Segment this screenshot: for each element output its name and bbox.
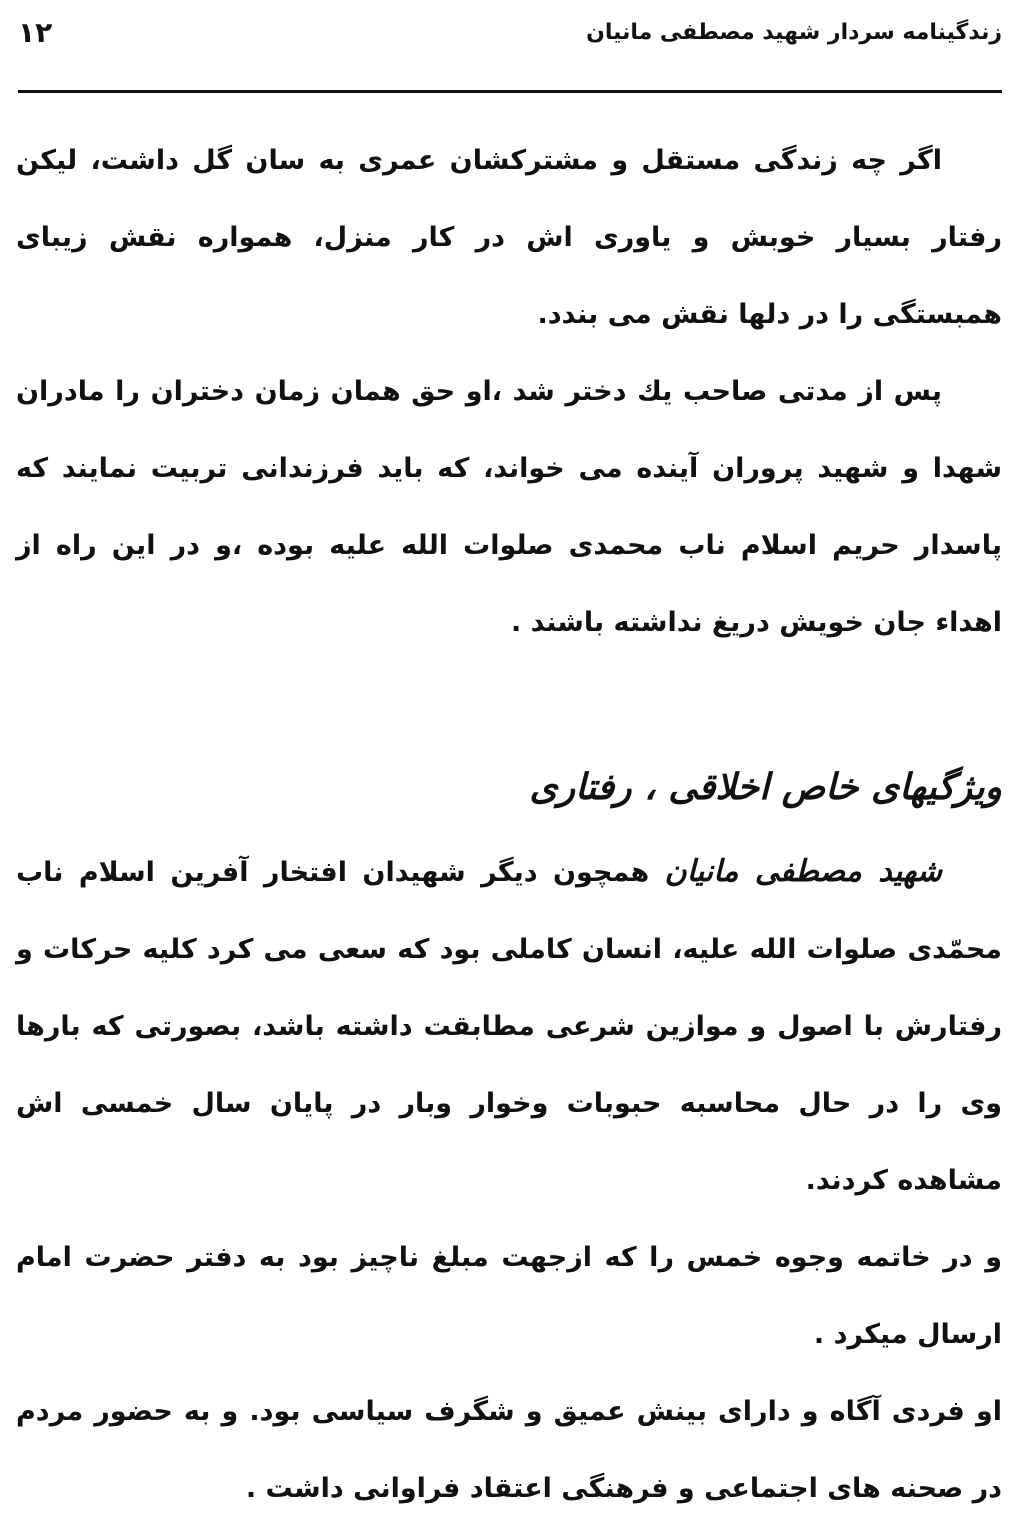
martyr-name: شهید مصطفی مانیان bbox=[664, 854, 943, 889]
paragraph: و در خاتمه وجوه خمس را که ازجهت مبلغ ناچیز بود به دفتر حضرت امام ارسال میکرد . bbox=[16, 1242, 1002, 1350]
section-heading: ویژگیهای خاص اخلاقی ، رفتاری bbox=[529, 766, 1002, 808]
paragraph: او فردی آگاه و دارای بینش عمیق و شگرف سیاسی بود. و به حضور مردم در صحنه های اجتماعی و فرهنگی اعتقاد فراوانی داشت . bbox=[16, 1396, 1002, 1504]
paragraph-body: همچون دیگر شهیدان افتخار آفرین اسلام ناب محمّدی صلوات الله علیه، انسان کاملی بود که سعی می کرد کلیه حرکات و رفتارش با اصول و موازین شرعی مطابقت داشته باشد، بصورتی که بارها وی را در حال محاسبه حبوبات وخوار وبار در پایان سال خمسی اش مشاهده کردند. bbox=[16, 857, 1002, 1196]
paragraph bbox=[16, 833, 1002, 1219]
paragraph: اگر چه زندگی مستقل و مشترکشان عمری به سان گل داشت، لیکن رفتار بسیار خوبش و یاوری اش در کار منزل، همواره نقش زیبای همبستگی را در دلها نقش می بندد. bbox=[16, 145, 1002, 330]
running-title: زندگینامه سردار شهید مصطفی مانیان bbox=[586, 20, 1002, 45]
header-divider bbox=[18, 90, 1002, 93]
intro-text bbox=[16, 122, 1002, 661]
section-text bbox=[16, 833, 1002, 1527]
page-number: ۱۲ bbox=[18, 16, 53, 49]
page-header bbox=[18, 14, 1002, 54]
paragraph: پس از مدتی صاحب یك دختر شد ،او حق همان زمان دختران را مادران شهدا و شهید پروران آینده می خواند، که باید فرزندانی تربیت نمایند که پاسدار حریم اسلام ناب محمدی صلوات الله علیه بوده ،و در این راه از اهداء جان خویش دریغ نداشته باشند . bbox=[16, 376, 1002, 638]
